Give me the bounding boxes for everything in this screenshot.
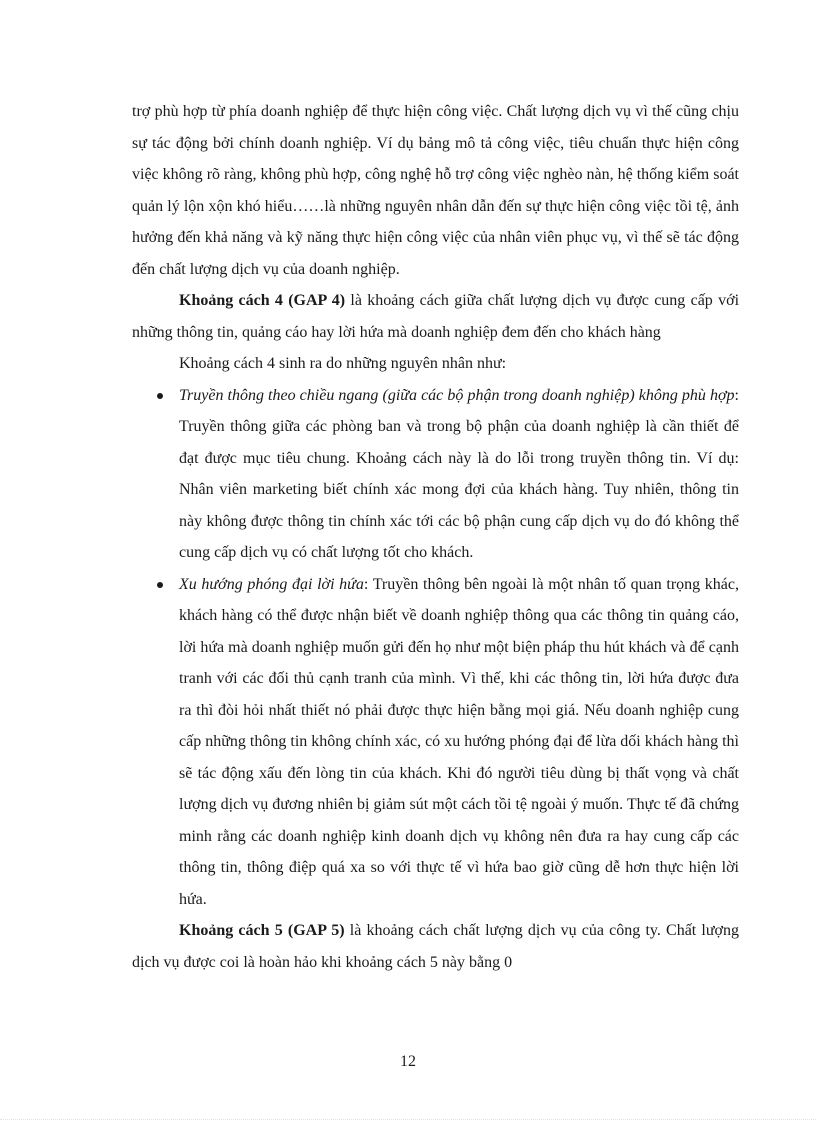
bullet-icon bbox=[157, 582, 163, 588]
list-item-text: : Truyền thông bên ngoài là một nhân tố quan trọng khác, khách hàng có thể được nhận biết về doanh nghiệp thông qua các thông tin quảng cáo, lời hứa mà doanh nghiệp muốn gửi đến họ như một biện pháp thu hút khách và để cạnh tranh với các đối thủ cạnh tranh của mình. Vì thế, khi các thông tin, lời hứa được đưa ra thì đòi hỏi nhất thiết nó phải được thực hiện bằng mọi giá. Nếu doanh nghiệp cung cấp những thông tin không chính xác, có xu hướng phóng đại để lừa dối khách hàng thì sẽ tác động xấu đến lòng tin của khách. Khi đó người tiêu dùng bị thất vọng và chất lượng dịch vụ đương nhiên bị giảm sút một cách tồi tệ ngoài ý muốn. Thực tế đã chứng minh rằng các doanh nghiệp kinh doanh dịch vụ không nên đưa ra hay cung cấp các thông tin, thông điệp quá xa so với thực tế vì hứa bao giờ cũng dễ hơn thực hiện lời hứa. bbox=[179, 575, 740, 908]
list-item bbox=[132, 380, 739, 569]
paragraph-gap4 bbox=[132, 285, 739, 348]
page-number: 12 bbox=[400, 1053, 416, 1070]
gap4-heading: Khoảng cách 4 (GAP 4) bbox=[179, 292, 346, 309]
paragraph-continuation: trợ phù hợp từ phía doanh nghiệp để thực hiện công việc. Chất lượng dịch vụ vì thế cũng chịu sự tác động bởi chính doanh nghiệp. Ví dụ bảng mô tả công việc, tiêu chuẩn thực hiện công việc không rõ ràng, không phù hợp, công nghệ hỗ trợ công việc nghèo nàn, hệ thống kiểm soát quản lý lộn xộn khó hiểu……là những nguyên nhân dẫn đến sự thực hiện công việc tồi tệ, ảnh hưởng đến khả năng và kỹ năng thực hiện công việc của nhân viên phục vụ, vì thế sẽ tác động đến chất lượng dịch vụ của doanh nghiệp. bbox=[132, 103, 739, 278]
list-item bbox=[132, 569, 739, 916]
gap5-heading: Khoảng cách 5 (GAP 5) bbox=[179, 922, 345, 939]
list-item-title: Xu hướng phóng đại lời hứa bbox=[179, 575, 364, 593]
paragraph-gap5 bbox=[132, 915, 739, 978]
gap5-text: là khoảng cách chất lượng dịch vụ của công ty. Chất lượng dịch vụ được coi là hoàn hảo khi khoảng cách 5 này bằng 0 bbox=[132, 922, 739, 971]
list-item-text: : Truyền thông giữa các phòng ban và trong bộ phận của doanh nghiệp là cần thiết để đạt được mục tiêu chung. Khoảng cách này là do lỗi trong truyền thông tin. Ví dụ: Nhân viên marketing biết chính xác mong đợi của khách hàng. Tuy nhiên, thông tin này không được thông tin chính xác tới các bộ phận cung cấp dịch vụ do đó không thể cung cấp dịch vụ có chất lượng tốt cho khách. bbox=[179, 386, 739, 561]
cause-list bbox=[132, 380, 739, 916]
gap4-text: là khoảng cách giữa chất lượng dịch vụ được cung cấp với những thông tin, quảng cáo hay lời hứa mà doanh nghiệp đem đến cho khách hàng bbox=[132, 292, 740, 341]
bullet-icon bbox=[157, 393, 163, 399]
list-item-title: Truyền thông theo chiều ngang (giữa các bộ phận trong doanh nghiệp) không phù hợp bbox=[179, 386, 735, 404]
page-body bbox=[132, 96, 739, 978]
page-bottom-divider bbox=[0, 1119, 816, 1120]
paragraph-gap4-intro: Khoảng cách 4 sinh ra do những nguyên nhân như: bbox=[179, 355, 507, 372]
